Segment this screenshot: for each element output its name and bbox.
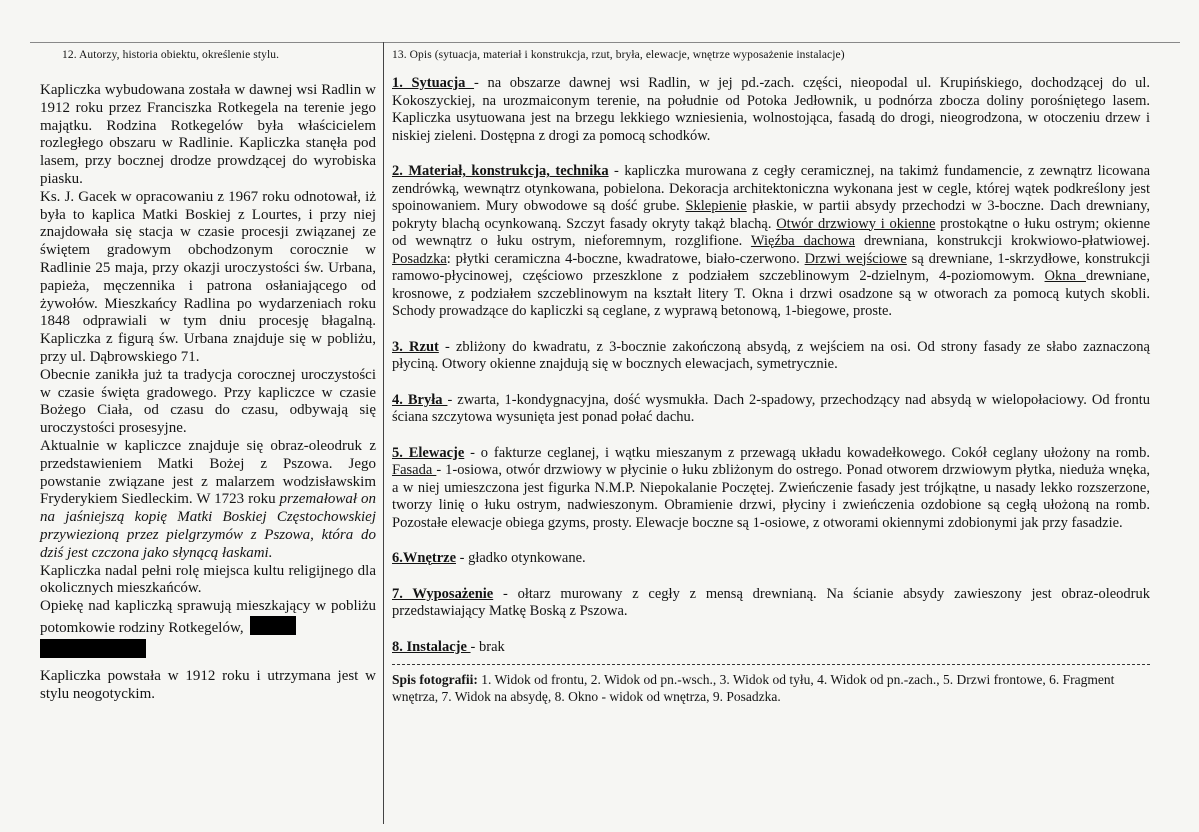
- section-text: płaskie, w partii absydy przechodzi w 3-boczne. Dach drewniany, pokryty blachą ocynkowaną. Szczyt fasady okryty takąż blachą.: [392, 198, 1151, 232]
- section-title: 8. Instalacje: [392, 638, 471, 655]
- history-paragraph-4-regular: Aktualnie w kapliczce znajduje się obraz-oleodruk z przedstawieniem Matki Bożej z Pszowa. Jego powstanie związane jest z malarzem wodzisławskim Fryderykiem Siedleckim. W 1723 roku: [40, 437, 376, 508]
- history-paragraph-5: Kapliczka nadal pełni rolę miejsca kultu religijnego dla okolicznych mieszkańców.: [40, 562, 376, 597]
- section-title: 2. Materiał, konstrukcja, technika: [392, 163, 609, 179]
- left-column: [40, 48, 376, 703]
- redaction-block: [40, 639, 146, 658]
- section-rzut: [392, 339, 1150, 374]
- term-underlined: Więźba dachowa: [750, 233, 856, 249]
- photo-list-text: 1. Widok od frontu, 2. Widok od pn.-wsch., 3. Widok od tyłu, 4. Widok od pn.-zach., 5. Drzwi frontowe, 6. Fragment wnętrza, 7. Widok na absydę, 8. Okno - widok od wnętrza, 9. Posadzka.: [392, 672, 1115, 704]
- column-divider: [383, 42, 384, 824]
- section-12-header: 12. Autorzy, historia obiektu, określenie stylu.: [62, 49, 280, 61]
- section-title: 1. Sytuacja: [392, 75, 475, 91]
- section-elewacje: [392, 445, 1150, 533]
- term-underlined: Sklepienie: [685, 198, 747, 214]
- term-underlined: Posadzka: [392, 250, 447, 267]
- section-title: 7. Wyposażenie: [392, 585, 494, 602]
- history-text: [40, 82, 376, 703]
- spacer: [40, 658, 376, 668]
- history-paragraph-7: Kapliczka powstała w 1912 roku i utrzymana jest w stylu neogotyckim.: [40, 667, 376, 702]
- section-text: są drewniane, 1-skrzydłowe, konstrukcji ramowo-płycinowej, częściowo przeszklone z podziałem szczeblinowym 2-dzielnym, 4-poziomowym.: [392, 250, 1151, 284]
- description-text: [392, 75, 1150, 705]
- term-underlined: Otwór drzwiowy i okienne: [776, 215, 936, 232]
- section-text: : płytki ceramiczna 4-boczne, kwadratowe, biało-czerwono.: [446, 250, 805, 267]
- section-wyposazenie: [392, 586, 1150, 621]
- redaction-block: [250, 616, 296, 635]
- history-paragraph-4-italic: przemałował on na jaśniejszą kopię Matki Boskiej Częstochowskiej przywiezioną przez pielgrzymów z Pszowa, która do dziś jest czczona jako słynącą łaskami.: [40, 491, 376, 561]
- section-title: 6.Wnętrze: [392, 550, 457, 566]
- section-text: - brak: [470, 638, 505, 655]
- section-text: - kapliczka murowana z cegły ceramicznej, na takimż fundamencie, z zewnątrz licowana zendrówką, wewnątrz otynkowana, pobielona. Dekoracja architektoniczna wykonana jest w cegle, której wątek podkreślony jest spoinowaniem. Mury obwodowe są dość grube.: [392, 163, 1151, 214]
- section-text: - zbliżony do kwadratu, z 3-bocznie zakończoną absydą, z wejściem na osi. Od strony fasady ze słabo zaznaczoną płyciną. Otwory okienne znajdują się w bocznych elewacjach, symetrycznie.: [392, 338, 1150, 372]
- section-text: - ołtarz murowany z cegły z mensą drewnianą. Na ścianie absydy zawieszony jest obraz-oleodruk przedstawiający Matkę Boską z Pszowa.: [392, 585, 1150, 619]
- photo-list: [392, 671, 1150, 705]
- section-text: - zwarta, 1-kondygnacyjna, dość wysmukła. Dach 2-spadowy, przechodzący nad absydą w wielopołaciowy. Od frontu ściana szczytowa wysunięta jest ponad połać dachu.: [392, 391, 1150, 425]
- section-instalacje: [392, 639, 1150, 657]
- history-paragraph-4: [40, 438, 376, 563]
- top-divider: [30, 42, 1180, 43]
- section-text: - 1-osiowa, otwór drzwiowy w płycinie o łuku zbliżonym do ostrego. Ponad otworem drzwiowym płytka, nieduża wnęka, a w niej umieszczona jest figurka N.M.P. Niepokalanie Poczętej. Zwieńczenie fasady jest trójkątne, u nasady lekko rozszerzone, tworzy linię o łuku ostrym, nadwieszonym. Obramienie drzwi, płyciny i zwieńczenia ozdobione są cegłą ułożoną na romb. Pozostałe elewacje obiega gzyms, prosty. Elewacje boczne są 1-osiowe, z otworami okiennymi zdobionymi jak przy fasadzie.: [392, 462, 1151, 531]
- right-column: [392, 48, 1150, 705]
- section-text: drewniane, krosnowe, z podziałem szczeblinowym na kształt litery T. Okna i drzwi osadzone są w otworach za pomocą kutych skobli. Schody prowadzące do kapliczki są ceglane, z wyprawą betonową, 1-biegowe, proste.: [392, 268, 1150, 319]
- section-13-header: 13. Opis (sytuacja, materiał i konstrukcja, rzut, bryła, elewacje, wnętrze wyposażenie instalacje): [392, 49, 845, 61]
- history-paragraph-6: [40, 598, 376, 658]
- section-title: 3. Rzut: [392, 338, 439, 355]
- term-underlined: Fasada: [392, 462, 437, 478]
- section-title: 5. Elewacje: [392, 444, 465, 461]
- section-text: - na obszarze dawnej wsi Radlin, w jej pd.-zach. części, nieopodal ul. Krupińskiego, dochodzącej do ul. Kokoszyckiej, na urozmaiconym terenie, na południe od Potoka Jedłownik, u podnórza zbocza doliny porośniętego lasem. Kapliczka usytuowana jest na brzegu lekkiego wzniesienia, wolnostojąca, fasadą do drogi, nieogrodzona, w otoczeniu drzew i niskiej zieleni. Dostępna z drogi za pomocą schodków.: [392, 75, 1150, 144]
- section-title: 4. Bryła: [392, 391, 448, 408]
- history-paragraph-3: Obecnie zanikła już ta tradycja corocznej uroczystości w czasie święta gradowego. Przy kapliczce w czasie Bożego Ciała, od czasu do czasu, odbywają się uroczystości prosesyjne.: [40, 366, 376, 437]
- section-material: [392, 163, 1150, 321]
- section-wnetrze: [392, 550, 1150, 568]
- section-sytuacja: [392, 75, 1150, 145]
- history-paragraph-6-text: Opiekę nad kapliczką sprawują mieszkający w pobliżu potomkowie rodziny Rotkegelów,: [40, 598, 376, 636]
- section-bryla: [392, 392, 1150, 427]
- history-paragraph-1: Kapliczka wybudowana została w dawnej wsi Radlin w 1912 roku przez Franciszka Rotkegela na terenie jego majątku. Rodzina Rotkegelów była właścicielem rozległego obszaru w Radlinie. Kapliczka stanęła pod lasem, przy bocznej drodze prowdzącej do wyrobiska piasku.: [40, 82, 376, 187]
- section-text: - o fakturze ceglanej, i wątku mieszanym z przewagą układu kowadełkowego. Cokół ceglany ułożony na romb.: [464, 444, 1150, 461]
- section-text: drewniana, konstrukcji krokwiowo-płatwiowej.: [855, 233, 1150, 249]
- section-text: - gładko otynkowane.: [456, 550, 586, 566]
- term-underlined: Okna: [1044, 268, 1086, 284]
- photo-list-divider: [392, 664, 1150, 665]
- term-underlined: Drzwi wejściowe: [804, 250, 907, 267]
- history-paragraph-2: Ks. J. Gacek w opracowaniu z 1967 roku odnotował, iż była to kaplica Matki Boskiej z Lourtes, i przy niej znajdowała się stacja w czasie procesji związanej ze świętem gradowym obchodzonym corocznie w Radlinie 25 maja, przy okazji uroczystości św. Urbana, papieża, męczennika i patrona osłaniającego od żywołów. Mieszkańcy Radlina po wydarzeniach roku 1848 odprawiali w tym dniu procesję błagalną. Kapliczka z figurą św. Urbana znajduje się w pobliżu, przy ul. Dąbrowskiego 71.: [40, 188, 376, 365]
- section-text: prostokątne o łuku ostrym; okienne od wewnątrz o łuku ostrym, nieforemnym, rozglifione.: [392, 215, 1151, 249]
- photo-list-label: Spis fotografii:: [392, 672, 478, 687]
